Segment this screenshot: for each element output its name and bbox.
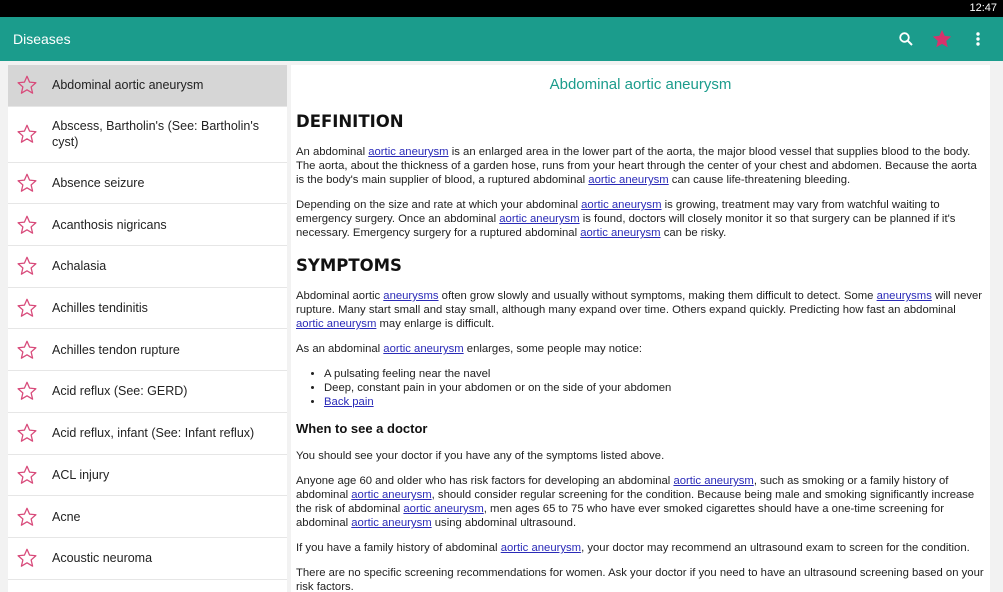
link-aortic-aneurysm[interactable]: aortic aneurysm bbox=[383, 343, 464, 355]
link-aortic-aneurysm[interactable]: aortic aneurysm bbox=[403, 503, 484, 515]
list-item-label: ACL injury bbox=[52, 467, 110, 482]
definition-heading: DEFINITION bbox=[296, 112, 404, 131]
app-title: Diseases bbox=[13, 31, 71, 47]
text: will never rupture. Many start small and stay small, although many expand over time. Others expand quickly. Predicting how fast an abdominal bbox=[296, 290, 983, 316]
text: enlarges, some people may notice: bbox=[463, 343, 643, 355]
text: , your doctor may recommend an ultrasound exam to screen for the condition. bbox=[581, 542, 970, 554]
article-panel bbox=[291, 65, 990, 592]
list-item bbox=[324, 395, 985, 409]
list-item[interactable] bbox=[8, 371, 287, 413]
list-item-label: Acanthosis nigricans bbox=[52, 217, 167, 232]
star-outline-icon[interactable] bbox=[16, 464, 38, 486]
doctor-paragraph bbox=[296, 541, 985, 555]
text: , such as smoking or a family history of abdominal bbox=[296, 475, 949, 501]
search-button[interactable] bbox=[895, 28, 917, 50]
list-item-label: Abscess, Bartholin's (See: Bartholin's cyst) bbox=[52, 119, 259, 150]
link-aortic-aneurysm[interactable]: aortic aneurysm bbox=[351, 489, 432, 501]
link-aortic-aneurysm[interactable]: aortic aneurysm bbox=[588, 174, 669, 186]
link-aneurysms[interactable]: aneurysms bbox=[876, 290, 932, 302]
star-outline-icon[interactable] bbox=[16, 123, 38, 145]
doctor-paragraph: You should see your doctor if you have any of the symptoms listed above. bbox=[296, 450, 665, 462]
link-aortic-aneurysm[interactable]: aortic aneurysm bbox=[296, 318, 377, 330]
list-item[interactable] bbox=[8, 329, 287, 371]
app-bar bbox=[0, 17, 1003, 61]
link-aortic-aneurysm[interactable]: aortic aneurysm bbox=[580, 227, 661, 239]
list-item-label: Achilles tendinitis bbox=[52, 301, 148, 316]
link-aneurysms[interactable]: aneurysms bbox=[383, 290, 439, 302]
symptoms-list bbox=[324, 367, 985, 409]
link-aortic-aneurysm[interactable]: aortic aneurysm bbox=[499, 213, 580, 225]
list-item-label: Achalasia bbox=[52, 259, 107, 274]
search-icon bbox=[898, 31, 914, 47]
star-outline-icon[interactable] bbox=[16, 74, 38, 96]
list-item[interactable] bbox=[8, 65, 287, 107]
list-item-label: Acne bbox=[52, 509, 81, 524]
link-aortic-aneurysm[interactable]: aortic aneurysm bbox=[368, 146, 449, 158]
link-aortic-aneurysm[interactable]: aortic aneurysm bbox=[673, 475, 754, 487]
symptoms-heading: SYMPTOMS bbox=[296, 256, 402, 275]
link-aortic-aneurysm[interactable]: aortic aneurysm bbox=[581, 199, 662, 211]
list-item[interactable] bbox=[8, 246, 287, 288]
doctor-heading: When to see a doctor bbox=[296, 421, 428, 436]
more-vert-icon bbox=[975, 31, 981, 47]
list-item[interactable] bbox=[8, 163, 287, 205]
doctor-paragraph: There are no specific screening recommendations for women. Ask your doctor if you need to have an ultrasound screening based on your risk factors. bbox=[296, 567, 984, 592]
text: , should consider regular screening for the condition. Because being male and smoking significantly increase the risk of abdominal bbox=[296, 489, 975, 515]
star-outline-icon[interactable] bbox=[16, 255, 38, 277]
list-item-label: Abdominal aortic aneurysm bbox=[52, 78, 204, 93]
list-item-label: Absence seizure bbox=[52, 176, 145, 191]
star-outline-icon[interactable] bbox=[16, 297, 38, 319]
star-outline-icon[interactable] bbox=[16, 214, 38, 236]
disease-list bbox=[8, 65, 287, 592]
text: Depending on the size and rate at which your abdominal bbox=[296, 199, 582, 211]
list-item[interactable] bbox=[8, 107, 287, 163]
list-item-label: Acid reflux, infant (See: Infant reflux) bbox=[52, 426, 255, 441]
definition-paragraph bbox=[296, 198, 985, 240]
text: can be risky. bbox=[660, 227, 727, 239]
text: , men ages 65 to 75 who have ever smoked cigarettes should have a one-time screening for abdominal bbox=[296, 503, 945, 529]
link-aortic-aneurysm[interactable]: aortic aneurysm bbox=[500, 542, 582, 554]
star-outline-icon[interactable] bbox=[16, 172, 38, 194]
symptoms-paragraph bbox=[296, 342, 985, 356]
list-item[interactable] bbox=[8, 496, 287, 538]
doctor-paragraph bbox=[296, 474, 985, 530]
app-actions bbox=[895, 17, 989, 61]
star-outline-icon[interactable] bbox=[16, 380, 38, 402]
list-item: • Deep, constant pain in your abdomen or on the side of your abdomen bbox=[324, 381, 985, 395]
favorite-button[interactable] bbox=[931, 28, 953, 50]
text: As an abdominal bbox=[296, 343, 384, 355]
text: is an enlarged area in the lower part of the aorta, the major blood vessel that supplies blood to the body. The aorta, about the thickness of a garden hose, runs from your heart through the center of your chest and abdomen. Because the aorta is the body's main supplier of blood, a ruptured abdominal bbox=[296, 146, 977, 186]
link-back-pain[interactable]: Back pain bbox=[324, 396, 374, 408]
link-aortic-aneurysm[interactable]: aortic aneurysm bbox=[351, 517, 432, 529]
list-item: • A pulsating feeling near the navel bbox=[324, 367, 985, 381]
star-outline-icon[interactable] bbox=[16, 547, 38, 569]
article-title: Abdominal aortic aneurysm bbox=[549, 76, 732, 93]
text: is growing, treatment may vary from watchful waiting to emergency surgery. Once an abdominal bbox=[296, 199, 940, 225]
list-item[interactable] bbox=[8, 413, 287, 455]
star-icon bbox=[931, 28, 953, 50]
text: may enlarge is difficult. bbox=[376, 318, 495, 330]
status-time: 12:47 bbox=[969, 2, 997, 14]
text: Abdominal aortic bbox=[296, 290, 384, 302]
symptoms-paragraph bbox=[296, 289, 985, 331]
star-outline-icon[interactable] bbox=[16, 422, 38, 444]
text: If you have a family history of abdominal bbox=[296, 542, 501, 554]
list-item[interactable] bbox=[8, 204, 287, 246]
list-item-label: Achilles tendon rupture bbox=[52, 342, 180, 357]
text: is found, doctors will closely monitor it so that surgery can be planned if it's necessary. Emergency surgery for a ruptured abdominal bbox=[296, 213, 956, 239]
list-item-label: Acid reflux (See: GERD) bbox=[52, 384, 188, 399]
star-outline-icon[interactable] bbox=[16, 506, 38, 528]
list-item[interactable] bbox=[8, 538, 287, 580]
list-item[interactable] bbox=[8, 288, 287, 330]
text: often grow slowly and usually without symptoms, making them difficult to detect. Some bbox=[438, 290, 877, 302]
overflow-menu-button[interactable] bbox=[967, 28, 989, 50]
list-item-label: Acoustic neuroma bbox=[52, 551, 153, 566]
definition-paragraph bbox=[296, 145, 985, 187]
text: An abdominal bbox=[296, 146, 369, 158]
text: Anyone age 60 and older who has risk factors for developing an abdominal bbox=[296, 475, 674, 487]
list-item[interactable] bbox=[8, 455, 287, 497]
text: using abdominal ultrasound. bbox=[431, 517, 577, 529]
status-bar bbox=[0, 0, 1003, 17]
star-outline-icon[interactable] bbox=[16, 339, 38, 361]
text: can cause life-threatening bleeding. bbox=[668, 174, 851, 186]
